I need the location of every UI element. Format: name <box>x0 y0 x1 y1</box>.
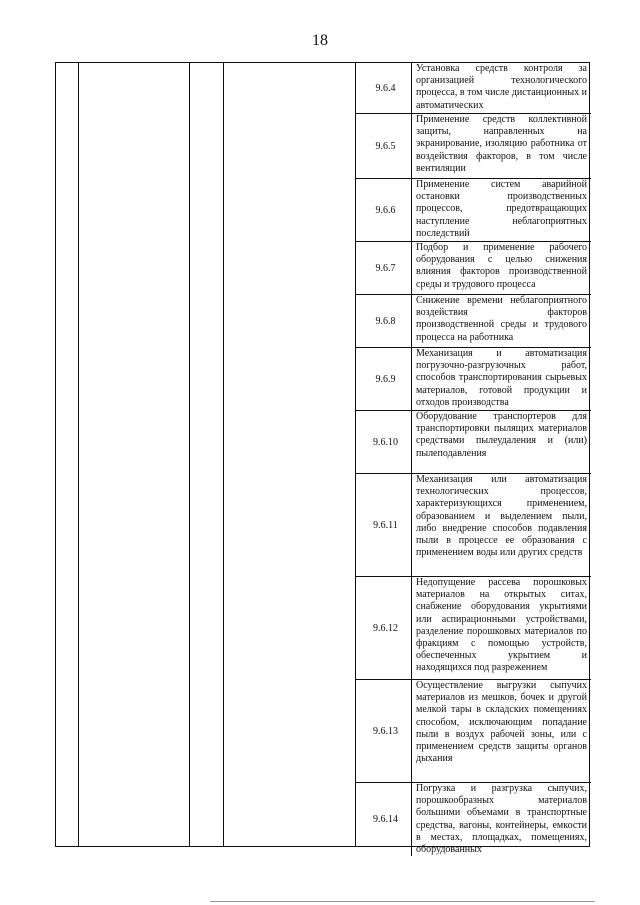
table-row <box>356 295 591 348</box>
item-code: 9.6.14 <box>373 814 398 825</box>
item-code: 9.6.6 <box>375 204 396 216</box>
table-row <box>356 474 591 577</box>
page-number: 18 <box>312 32 328 49</box>
item-description: Снижение времени неблагоприятного воздействия факторов производственной среды и трудового процесса на работника <box>411 295 591 347</box>
item-code: 9.6.7 <box>375 262 396 274</box>
table-row <box>356 63 591 114</box>
item-code: 9.6.12 <box>373 622 398 634</box>
item-description: Осуществление выгрузки сыпучих материалов из мешков, бочек и другой мелкой тары в складских помещениях способом, исключающим попадание пыли в воздух рабочей зоны, или с применением средств защиты органов дыхания <box>411 680 591 782</box>
column-divider <box>78 63 79 846</box>
item-description: Механизация или автоматизация технологических процессов, характеризующихся применением, образованием и выделением пыли, либо внедрение способов подавления пыли в процессе ее образования с применением воды или других средств <box>411 474 591 576</box>
table-rows <box>356 63 591 856</box>
item-code: 9.6.8 <box>375 315 396 327</box>
table-row <box>356 411 591 474</box>
table-row <box>356 348 591 411</box>
item-description: Недопущение рассева порошковых материалов на открытых ситах, снабжение оборудования укрытиями или аспирационными устройствами, разделение порошковых материалов по фракциям с помощью устройств, обеспеченных укрытием и находящихся под разрежением <box>411 577 591 679</box>
table-row <box>356 114 591 179</box>
item-description: Погрузка и разгрузка сыпучих, порошкообразных материалов большими объемами в транспортные средства, вагоны, контейнеры, емкости в местах, площадках, помещениях, оборудованных <box>411 783 591 856</box>
item-code: 9.6.4 <box>375 82 396 94</box>
item-description: Применение средств коллективной защиты, направленных на экранирование, изоляцию работника от воздействия факторов, в том числе вентиляции <box>411 114 591 178</box>
item-description: Установка средств контроля за организацией технологического процесса, в том числе дистанционных и автоматических <box>411 63 591 113</box>
page-edge-line <box>210 901 595 902</box>
table-row <box>356 680 591 783</box>
item-description: Механизация и автоматизация погрузочно-разгрузочных работ, способов транспортирования сырьевых материалов, готовой продукции и отходов производства <box>411 348 591 410</box>
item-description: Применение систем аварийной остановки производственных процессов, предотвращающих наступление неблагоприятных последствий <box>411 179 591 241</box>
item-description: Подбор и применение рабочего оборудования с целью снижения влияния факторов производственной среды и трудового процесса <box>411 242 591 294</box>
item-code: 9.6.10 <box>373 436 398 448</box>
item-code: 9.6.13 <box>373 725 398 737</box>
table-row <box>356 179 591 242</box>
item-code: 9.6.9 <box>375 373 396 385</box>
table-row <box>356 242 591 295</box>
item-code: 9.6.5 <box>375 140 396 152</box>
item-code: 9.6.11 <box>373 519 398 531</box>
measures-table <box>55 62 590 856</box>
column-divider <box>189 63 190 846</box>
item-description: Оборудование транспортеров для транспортировки пылящих материалов средствами пылеудаления и (или) пылеподавления <box>411 411 591 473</box>
column-divider <box>223 63 224 846</box>
table-row <box>356 577 591 680</box>
table-row <box>356 783 591 856</box>
